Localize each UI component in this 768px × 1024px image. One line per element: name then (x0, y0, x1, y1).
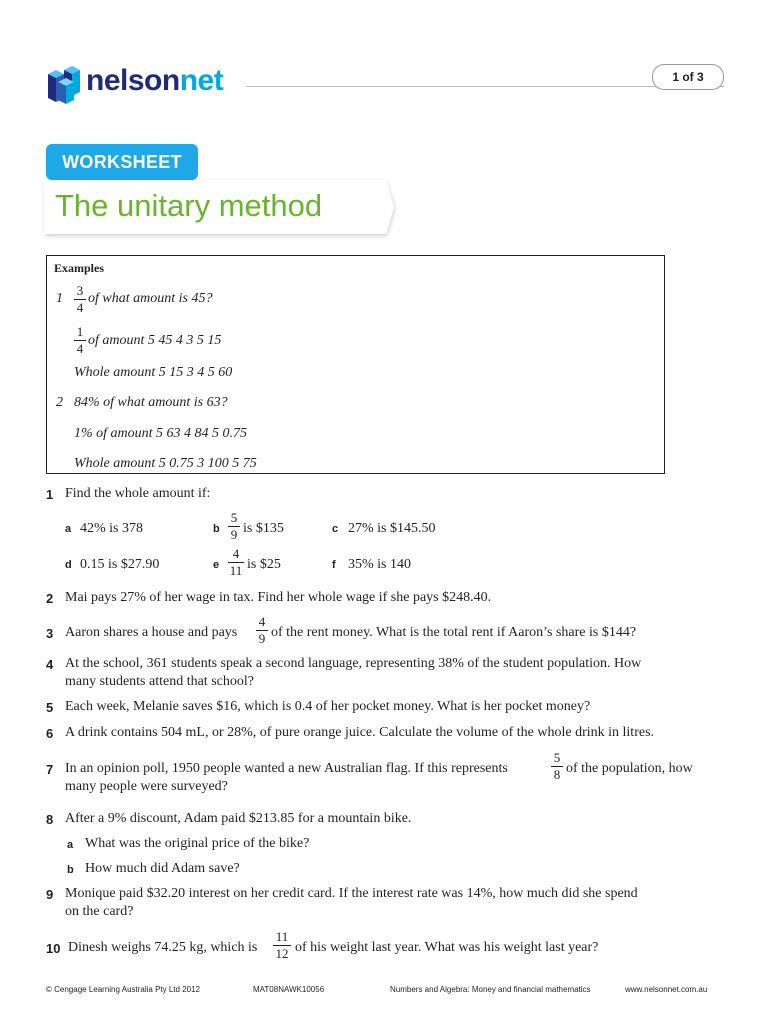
q1-part-e: is $25 (247, 557, 281, 572)
question-7-number: 7 (46, 762, 54, 777)
fraction-denominator: 8 (553, 767, 561, 782)
question-9-line1: Monique paid $32.20 interest on her credit card. If the interest rate was 14%, how much did she spend (65, 886, 638, 901)
q1-part-c-label: c (332, 523, 339, 535)
q1-part-f-label: f (332, 559, 336, 571)
q1-part-e-label: e (213, 559, 220, 571)
question-10-fraction (273, 930, 291, 961)
q1-part-b-label: b (213, 523, 220, 535)
question-1-number: 1 (46, 487, 54, 502)
question-2-number: 2 (46, 591, 54, 606)
question-4-number: 4 (46, 657, 54, 672)
question-6-text: A drink contains 504 mL, or 28%, of pure orange juice. Calculate the volume of the whole drink in litres. (65, 725, 655, 740)
question-3-text-after: of the rent money. What is the total rent if Aaron’s share is $144? (271, 625, 637, 640)
q1-part-c: 27% is $145.50 (348, 521, 436, 536)
fraction-denominator: 4 (76, 341, 84, 356)
question-8-text: After a 9% discount, Adam paid $213.85 for a mountain bike. (65, 811, 412, 826)
question-4-line1: At the school, 361 students speak a second language, representing 38% of the student population. How (65, 656, 642, 671)
fraction-denominator: 12 (275, 946, 289, 961)
question-7-fraction (551, 751, 563, 782)
question-7-text-after: of the population, how (566, 761, 693, 776)
question-2-text: Mai pays 27% of her wage in tax. Find her whole wage if she pays $248.40. (65, 590, 492, 605)
fraction-numerator: 1 (76, 324, 84, 339)
fraction-numerator: 4 (258, 614, 266, 629)
footer-url[interactable]: www.nelsonnet.com.au (625, 985, 708, 994)
q1-part-d: 0.15 is $27.90 (80, 557, 160, 572)
question-3-fraction (256, 615, 268, 646)
q8-part-a-label: a (67, 839, 74, 851)
examples-heading: Examples (54, 261, 105, 275)
logo-part-net: net (179, 64, 224, 97)
question-3-number: 3 (46, 626, 54, 641)
fraction-numerator: 5 (553, 750, 561, 765)
question-9-line2: on the card? (65, 904, 134, 919)
question-7-text-before: In an opinion poll, 1950 people wanted a new Australian flag. If this represents (65, 761, 508, 776)
fraction-denominator: 9 (230, 527, 238, 542)
example-2-number: 2 (56, 395, 63, 410)
q1-part-a-label: a (65, 523, 72, 535)
example-2-question: 84% of what amount is 63? (74, 395, 228, 410)
title-banner (40, 178, 398, 240)
q1-part-d-label: d (65, 559, 72, 571)
question-4-line2: many students attend that school? (65, 674, 254, 689)
example-2-step1: 1% of amount 5 63 4 84 5 0.75 (74, 426, 248, 441)
example-1-step1: of amount 5 45 4 3 5 15 (88, 333, 222, 348)
fraction-denominator: 9 (258, 631, 266, 646)
footer-strand: Numbers and Algebra: Money and financial mathematics (390, 985, 591, 994)
question-6-number: 6 (46, 726, 54, 741)
question-5-text: Each week, Melanie saves $16, which is 0.4 of her pocket money. What is her pocket money? (65, 699, 591, 714)
fraction-numerator: 11 (275, 929, 289, 944)
example-1-question: of what amount is 45? (88, 291, 213, 306)
q8-part-b: How much did Adam save? (85, 861, 240, 876)
question-10-text-before: Dinesh weighs 74.25 kg, which is (68, 940, 258, 955)
logo-cube-icon (44, 62, 86, 106)
example-1-fraction (74, 284, 86, 315)
q1-part-b-fraction (228, 511, 240, 542)
example-1-step2: Whole amount 5 15 3 4 5 60 (74, 365, 233, 380)
nelsonnet-logo (44, 62, 254, 106)
fraction-denominator: 11 (229, 563, 243, 578)
q1-part-b: is $135 (243, 521, 284, 536)
question-8-number: 8 (46, 812, 54, 827)
example-1-step1-fraction (74, 325, 86, 356)
q8-part-b-label: b (67, 864, 74, 876)
question-9-number: 9 (46, 887, 54, 902)
fraction-denominator: 4 (76, 300, 84, 315)
header-divider (246, 86, 724, 87)
page-title: The unitary method (55, 188, 323, 223)
logo-wordmark (86, 64, 223, 98)
q1-part-f: 35% is 140 (348, 557, 411, 572)
question-3-text-before: Aaron shares a house and pays (65, 625, 238, 640)
q1-part-e-fraction (228, 547, 244, 578)
footer-code: MAT08NAWK10056 (253, 985, 325, 994)
page-indicator: 1 of 3 (652, 64, 724, 90)
question-7-line2: many people were surveyed? (65, 779, 228, 794)
example-1-number: 1 (56, 291, 63, 306)
fraction-numerator: 5 (230, 510, 238, 525)
question-10-text-after: of his weight last year. What was his weight last year? (295, 940, 599, 955)
q8-part-a: What was the original price of the bike? (85, 836, 310, 851)
question-1-text: Find the whole amount if: (65, 486, 211, 501)
footer-copyright: © Cengage Learning Australia Pty Ltd 2012 (46, 985, 200, 994)
q1-part-a: 42% is 378 (80, 521, 143, 536)
question-5-number: 5 (46, 700, 54, 715)
fraction-numerator: 4 (232, 546, 240, 561)
worksheet-tab: WORKSHEET (46, 144, 198, 180)
example-2-step2: Whole amount 5 0.75 3 100 5 75 (74, 456, 257, 471)
fraction-numerator: 3 (76, 283, 84, 298)
question-10-number: 10 (46, 941, 61, 956)
logo-part-nelson: nelson (86, 64, 180, 97)
